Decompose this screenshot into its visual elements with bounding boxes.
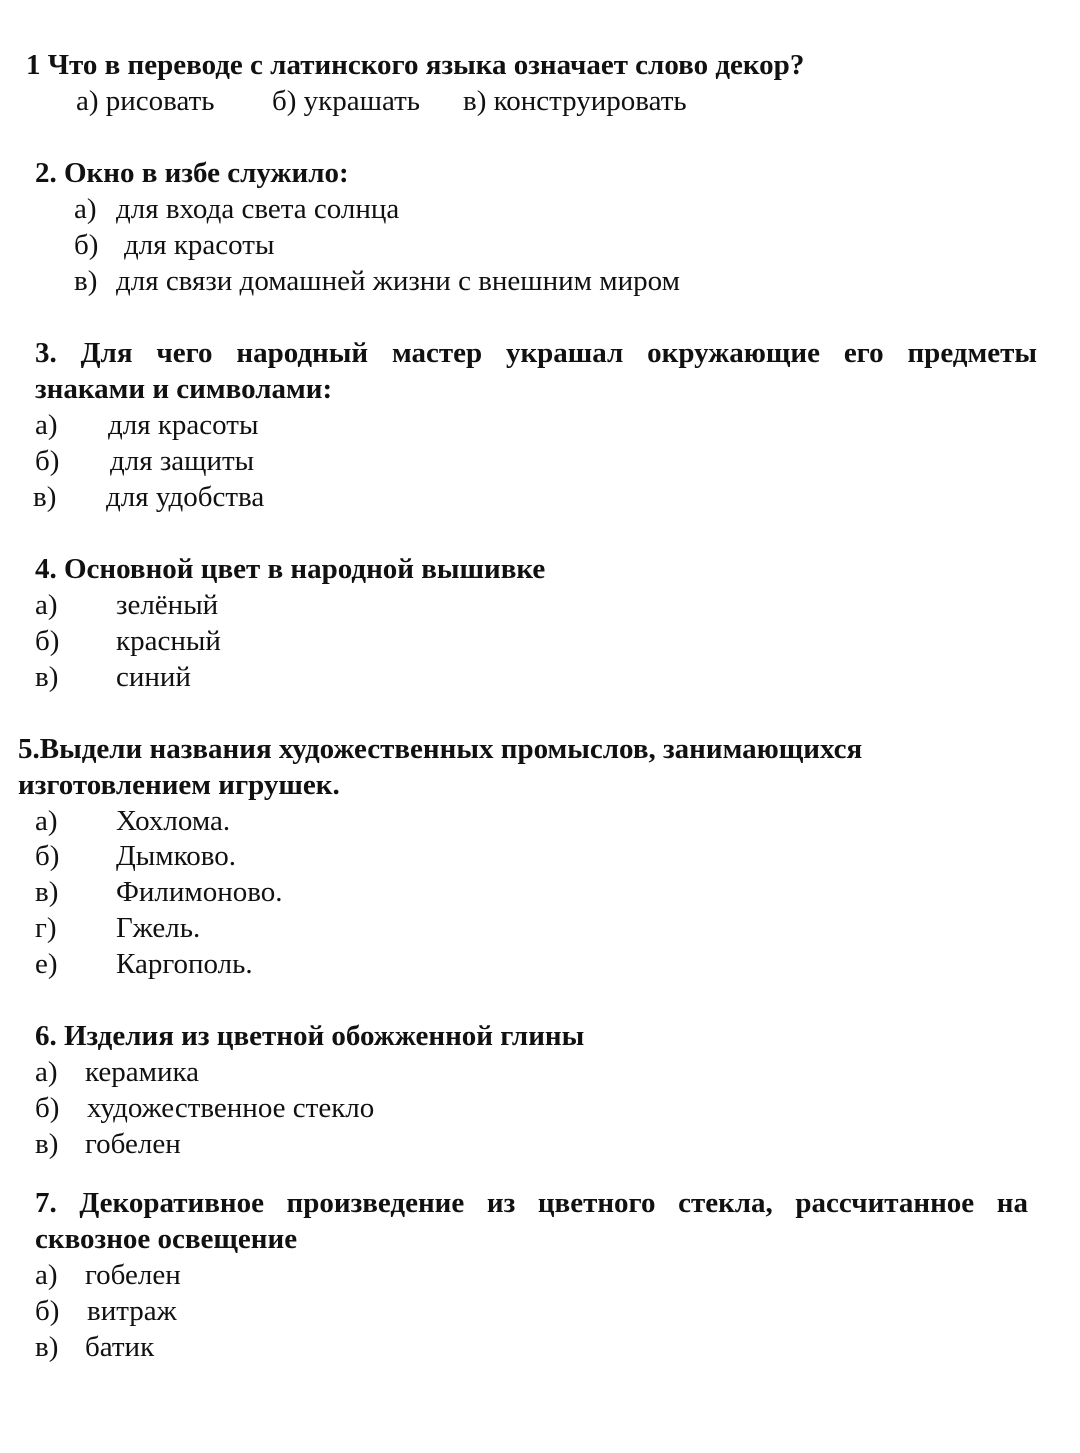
question-5-option-b-text: Дымково.: [116, 840, 236, 872]
question-4-option-b-label: б): [35, 625, 60, 657]
question-5-option-d-label: г): [35, 912, 57, 944]
question-2-option-c-label: в): [74, 265, 98, 297]
question-5-title-line-1: 5.Выдели названия художественных промыслов, занимающихся: [18, 733, 863, 765]
question-2-option-a-label: а): [74, 193, 97, 225]
question-3-option-a-text: для красоты: [108, 409, 259, 441]
question-6-option-c-text: гобелен: [85, 1128, 181, 1160]
question-4-option-a-text: зелёный: [116, 589, 219, 621]
question-5-option-c-text: Филимоново.: [116, 876, 283, 908]
question-5-option-e-text: Каргополь.: [116, 948, 253, 980]
question-6-option-c-label: в): [35, 1128, 59, 1160]
question-7-title-line-2: сквозное освещение: [35, 1223, 298, 1255]
question-5-option-a-label: а): [35, 805, 58, 837]
question-7-option-a-text: гобелен: [85, 1259, 181, 1291]
question-3-option-b-label: б): [35, 445, 60, 477]
question-3-option-c-label: в): [33, 481, 57, 513]
question-7-option-b-text: витраж: [87, 1295, 177, 1327]
question-3-option-c-text: для удобства: [106, 481, 265, 513]
question-5-option-a-text: Хохлома.: [116, 805, 231, 837]
question-2-option-c-text: для связи домашней жизни с внешним миром: [116, 265, 680, 297]
question-5-option-e-label: е): [35, 948, 58, 980]
question-5-option-d-text: Гжель.: [116, 912, 201, 944]
question-7-option-a-label: а): [35, 1259, 58, 1291]
question-2-option-b-text: для красоты: [124, 229, 275, 261]
question-2-option-a-text: для входа света солнца: [116, 193, 400, 225]
question-5-option-c-label: в): [35, 876, 59, 908]
question-2-option-b-label: б): [74, 229, 99, 261]
question-1-title: 1 Что в переводе с латинского языка означает слово декор?: [26, 49, 805, 81]
question-4-option-c-text: синий: [116, 661, 191, 693]
question-6-option-b-label: б): [35, 1092, 60, 1124]
question-3-title-line-2: знаками и символами:: [35, 373, 333, 405]
question-6-option-a-text: керамика: [85, 1056, 200, 1088]
question-7-option-c-label: в): [35, 1331, 59, 1363]
question-6-title: 6. Изделия из цветной обожженной глины: [35, 1020, 585, 1052]
question-6-option-a-label: а): [35, 1056, 58, 1088]
question-3-option-a-label: а): [35, 409, 58, 441]
question-3-title-line-1: 3. Для чего народный мастер украшал окружающие его предметы: [35, 337, 1037, 369]
question-5-title-line-2: изготовлением игрушек.: [18, 769, 340, 801]
question-7-option-c-text: батик: [85, 1331, 155, 1363]
question-4-option-b-text: красный: [116, 625, 221, 657]
question-5-option-b-label: б): [35, 840, 60, 872]
question-1-option-c: в) конструировать: [463, 85, 687, 117]
question-1-option-a: а) рисовать: [76, 85, 215, 117]
question-4-option-c-label: в): [35, 661, 59, 693]
question-1-option-b: б) украшать: [272, 85, 420, 117]
question-7-title-line-1: 7. Декоративное произведение из цветного стекла, рассчитанное на: [35, 1187, 1028, 1219]
question-2-title: 2. Окно в избе служило:: [35, 157, 349, 189]
question-3-option-b-text: для защиты: [110, 445, 255, 477]
question-4-option-a-label: а): [35, 589, 58, 621]
question-6-option-b-text: художественное стекло: [87, 1092, 375, 1124]
question-4-title: 4. Основной цвет в народной вышивке: [35, 553, 546, 585]
question-7-option-b-label: б): [35, 1295, 60, 1327]
